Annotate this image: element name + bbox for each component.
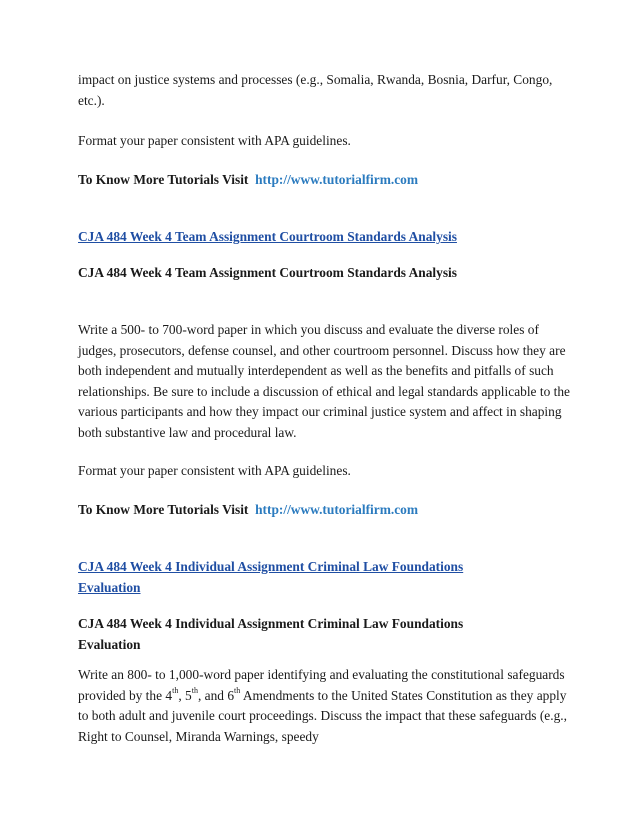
cta-url-link[interactable]: http://www.tutorialfirm.com: [255, 502, 418, 517]
format-note: Format your paper consistent with APA guidelines.: [78, 463, 351, 478]
assignment-description: Write a 500- to 700-word paper in which you discuss and evaluate the diverse roles of judges, prosecutors, defense counsel, and other courtroom personnel. Discuss how they are both independent and mutually interdependent as well as the benefits and pitfalls of such relationships. Be sure to include a discussion of ethical and legal standards applicable to the various participants and how they impact our criminal justice system and affect in shaping both substantive law and procedural law.: [78, 322, 570, 440]
section-heading: CJA 484 Week 4 Team Assignment Courtroom Standards Analysis: [78, 265, 457, 280]
body-text: , 5: [178, 687, 192, 703]
assignment-description: [78, 665, 570, 747]
ordinal-suffix: th: [191, 686, 198, 696]
body-text: , and 6: [197, 687, 235, 703]
team-assignment-link[interactable]: CJA 484 Week 4 Team Assignment Courtroom Standards Analysis: [78, 229, 457, 244]
paragraph-tail: impact on justice systems and processes (e.g., Somalia, Rwanda, Bosnia, Darfur, Congo, etc.).: [78, 72, 553, 108]
section-link-heading[interactable]: [78, 557, 508, 598]
individual-assignment-link[interactable]: CJA 484 Week 4 Individual Assignment Criminal Law Foundations Evaluation: [78, 559, 464, 595]
section-heading: CJA 484 Week 4 Individual Assignment Criminal Law Foundations Evaluation: [78, 616, 464, 652]
cta-url-link[interactable]: http://www.tutorialfirm.com: [255, 172, 418, 187]
body-text: Write an 800- to 1,000-word paper identifying and evaluating the constitutional safeguards provided by the 4: [78, 667, 565, 703]
cta-label: To Know More Tutorials Visit: [78, 502, 249, 517]
cta-label: To Know More Tutorials Visit: [78, 172, 249, 187]
ordinal-suffix: th: [234, 686, 241, 696]
body-text: Amendments to the United States Constitution as they apply to both adult and juvenile court proceedings. Discuss the impact that these safeguards (e.g., Right to Counsel, Miranda Warnings, speedy: [78, 687, 567, 744]
format-note: Format your paper consistent with APA guidelines.: [78, 133, 351, 148]
ordinal-suffix: th: [172, 686, 179, 696]
section-link-heading[interactable]: [78, 227, 578, 248]
cta-line: [78, 500, 578, 521]
cta-line: [78, 170, 578, 191]
